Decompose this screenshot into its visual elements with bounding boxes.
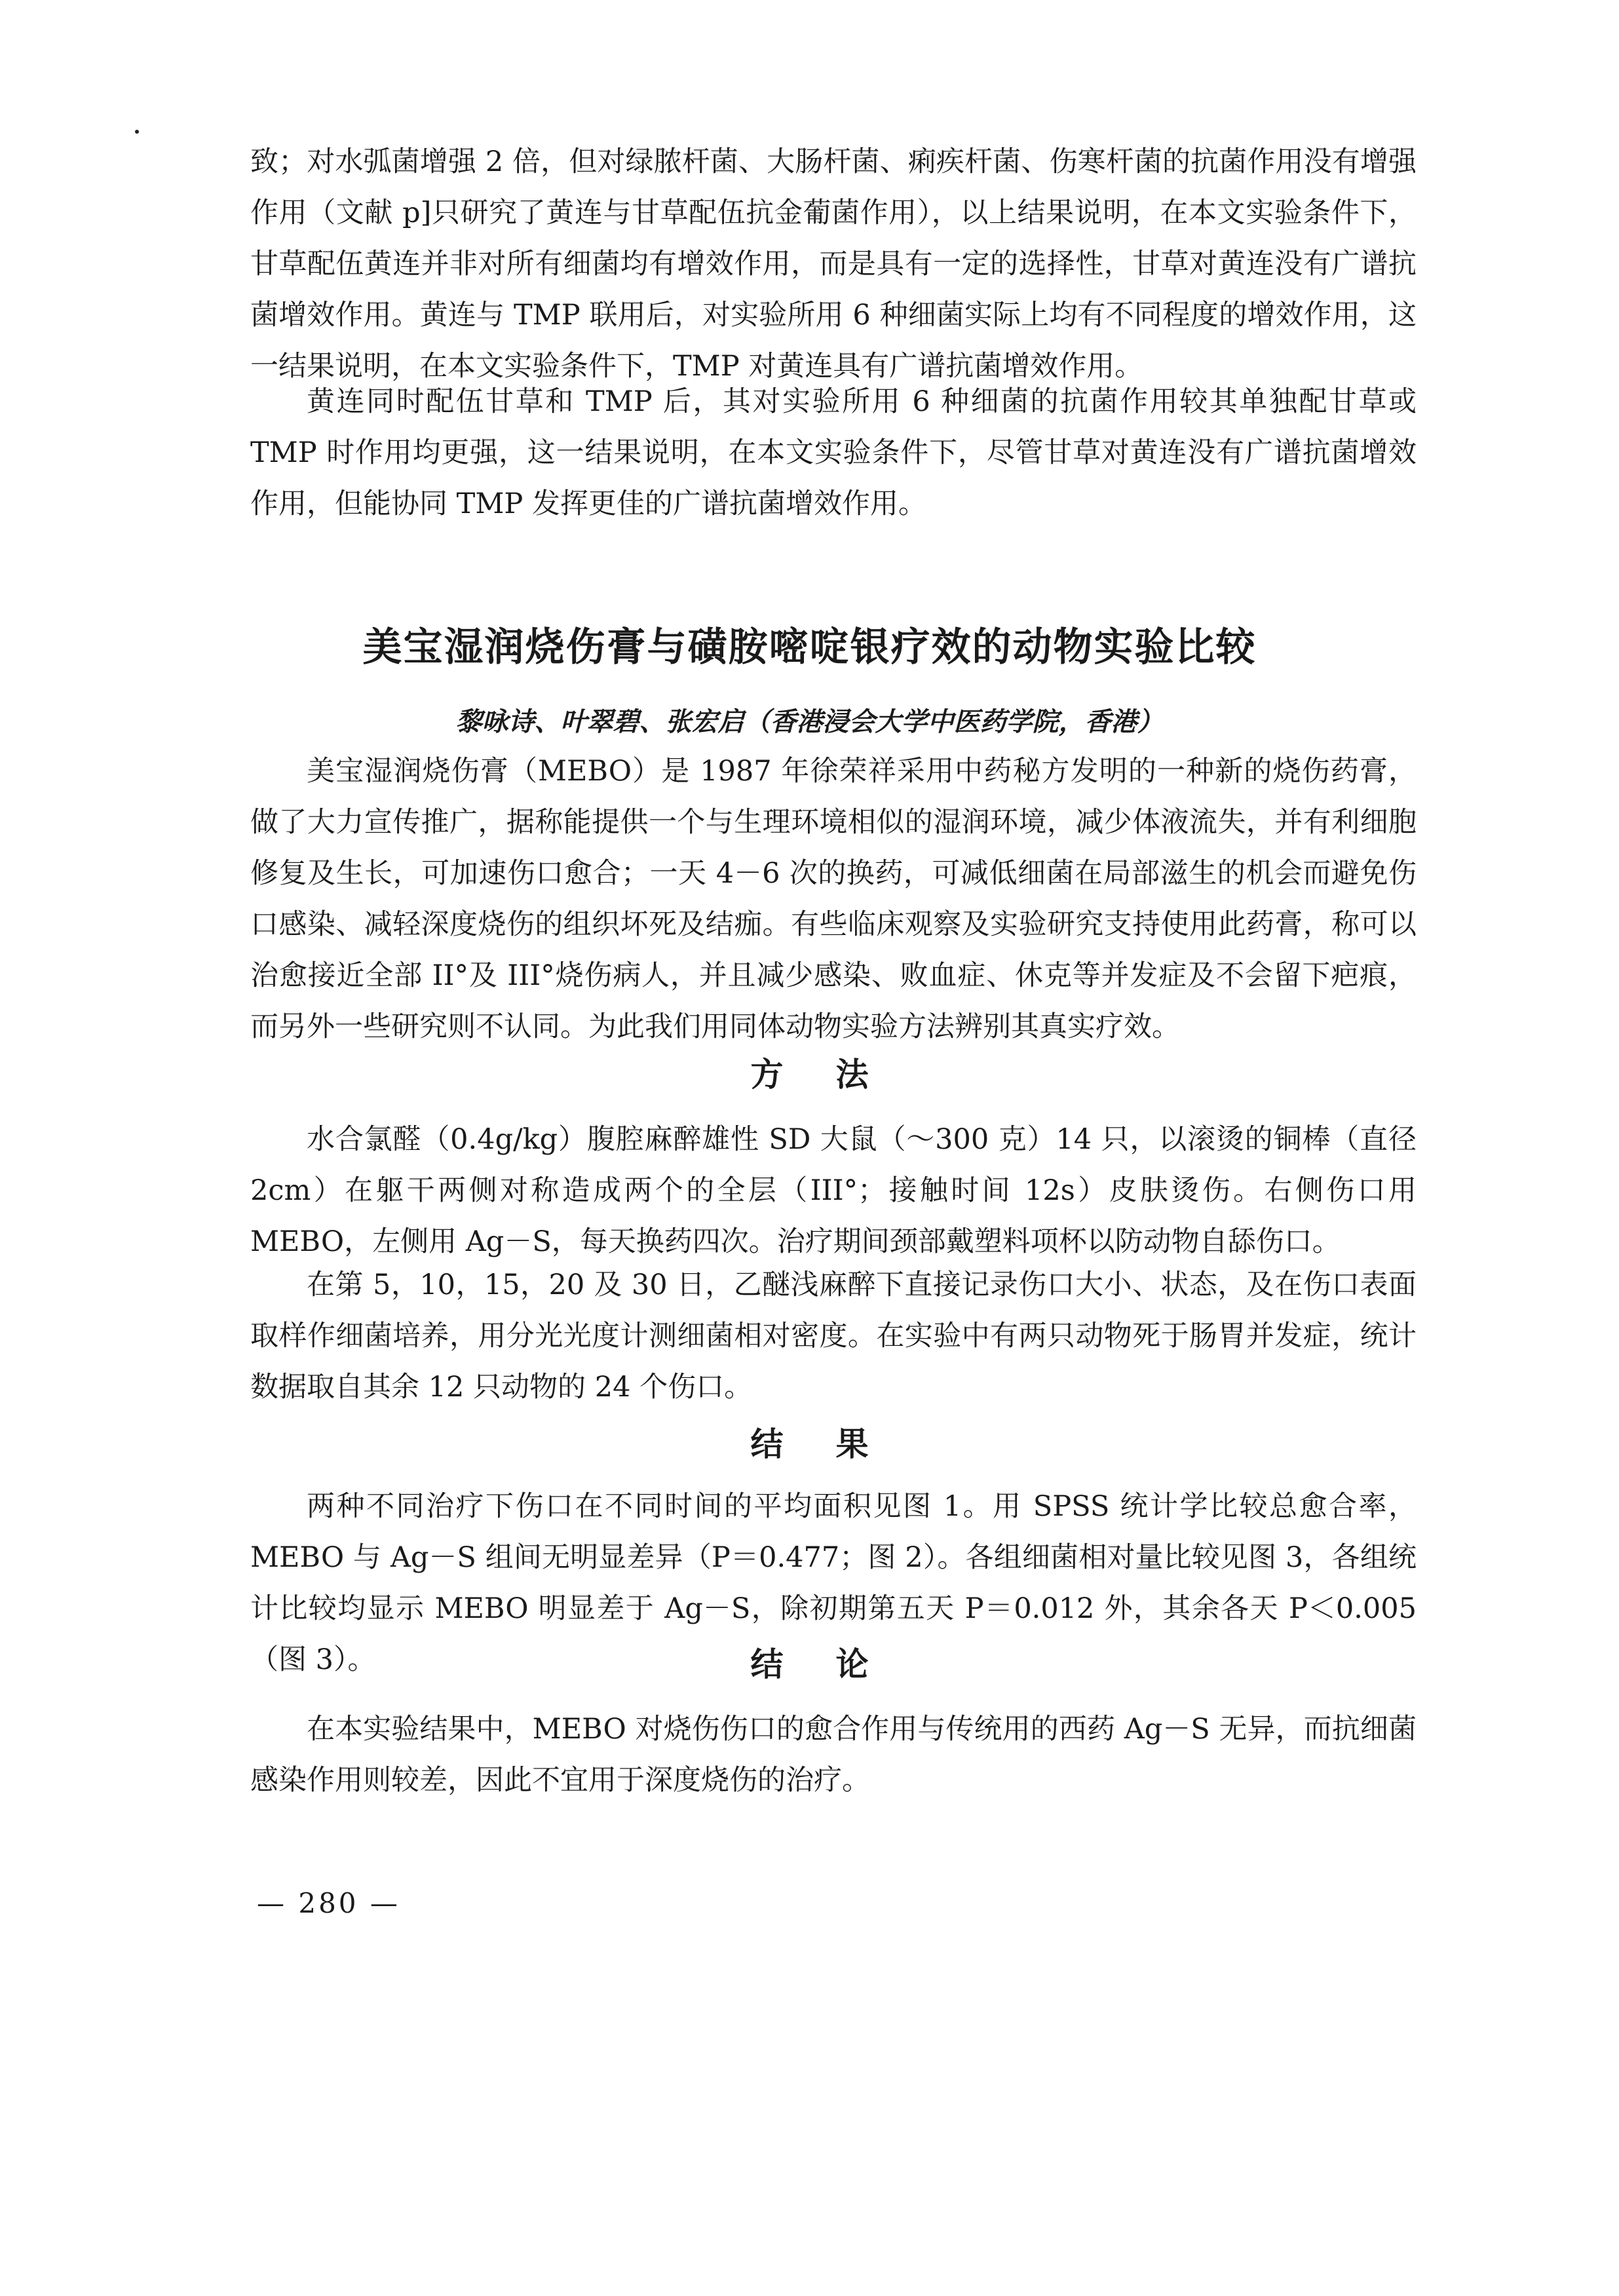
conclusion-paragraph: 在本实验结果中，MEBO 对烧伤伤口的愈合作用与传统用的西药 Ag－S 无异，而抗细菌感染作用则较差，因此不宜用于深度烧伤的治疗。	[250, 1713, 1417, 1797]
article-title: 美宝湿润烧伤膏与磺胺嘧啶银疗效的动物实验比较	[362, 624, 1257, 670]
methods-paragraph-1: 水合氯醛（0.4g/kg）腹腔麻醉雄性 SD 大鼠（～300 克）14 只，以滚烫的铜棒（直径 2cm）在躯干两侧对称造成两个的全层（III°；接触时间 12s）皮肤烫伤。右侧伤口用 MEBO，左侧用 Ag－S，每天换药四次。治疗期间颈部戴塑料项杯以防动物自舔伤口。	[250, 1123, 1417, 1258]
page-number: — 280 —	[257, 1887, 400, 1919]
methods-heading: 方法	[750, 1056, 921, 1094]
conclusion-heading: 结论	[750, 1645, 921, 1683]
results-heading: 结果	[750, 1425, 921, 1463]
article-authors: 黎咏诗、叶翠碧、张宏启（香港浸会大学中医药学院，香港）	[455, 706, 1164, 737]
methods-paragraph-2: 在第 5，10，15，20 及 30 日，乙醚浅麻醉下直接记录伤口大小、状态，及在伤口表面取样作细菌培养，用分光光度计测细菌相对密度。在实验中有两只动物死于肠胃并发症，统计数据取自其余 12 只动物的 24 个伤口。	[250, 1269, 1417, 1404]
continuation-paragraph-2: 黄连同时配伍甘草和 TMP 后，其对实验所用 6 种细菌的抗菌作用较其单独配甘草或 TMP 时作用均更强，这一结果说明，在本文实验条件下，尽管甘草对黄连没有广谱抗菌增效作用，但能协同 TMP 发挥更佳的广谱抗菌增效作用。	[250, 385, 1417, 520]
continuation-paragraph-1: 致；对水弧菌增强 2 倍，但对绿脓杆菌、大肠杆菌、痢疾杆菌、伤寒杆菌的抗菌作用没有增强作用（文献 p]只研究了黄连与甘草配伍抗金葡菌作用），以上结果说明，在本文实验条件下，甘草配伍黄连并非对所有细菌均有增效作用，而是具有一定的选择性，甘草对黄连没有广谱抗菌增效作用。黄连与 TMP 联用后，对实验所用 6 种细菌实际上均有不同程度的增效作用，这一结果说明，在本文实验条件下，TMP 对黄连具有广谱抗菌增效作用。	[250, 145, 1417, 383]
scan-speck	[135, 130, 139, 134]
results-paragraph: 两种不同治疗下伤口在不同时间的平均面积见图 1。用 SPSS 统计学比较总愈合率，MEBO 与 Ag－S 组间无明显差异（P＝0.477；图 2）。各组细菌相对量比较见图 3，各组统计比较均显示 MEBO 明显差于 Ag－S，除初期第五天 P＝0.012 外，其余各天 P＜0.005（图 3）。	[250, 1490, 1417, 1676]
intro-paragraph: 美宝湿润烧伤膏（MEBO）是 1987 年徐荣祥采用中药秘方发明的一种新的烧伤药膏，做了大力宣传推广，据称能提供一个与生理环境相似的湿润环境，减少体液流失，并有利细胞修复及生长，可加速伤口愈合；一天 4－6 次的换药，可减低细菌在局部滋生的机会而避免伤口感染、减轻深度烧伤的组织坏死及结痂。有些临床观察及实验研究支持使用此药膏，称可以治愈接近全部 II°及 III°烧伤病人，并且减少感染、败血症、休克等并发症及不会留下疤痕，而另外一些研究则不认同。为此我们用同体动物实验方法辨别其真实疗效。	[250, 755, 1417, 1043]
